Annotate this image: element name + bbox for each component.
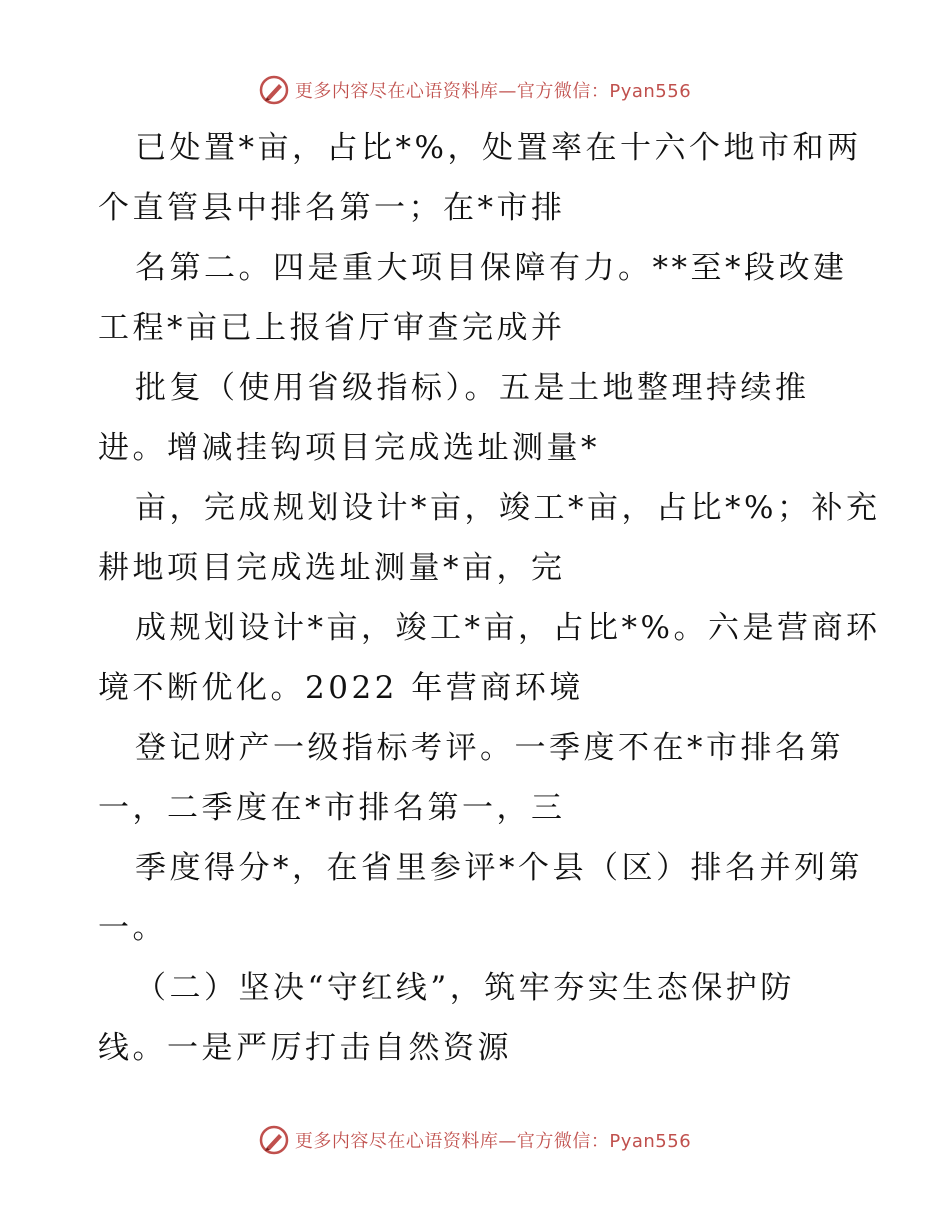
text-line: 线。一是严厉打击自然资源 (98, 1030, 512, 1066)
text-line: 进。增减挂钩项目完成选址测量* (98, 430, 600, 466)
watermark-contact-text: 官方微信：Pyan556 (516, 1131, 692, 1152)
text-line: 已处置*亩，占比*%，处置率在十六个地市和两 (135, 130, 862, 166)
pen-logo-icon (259, 75, 289, 105)
watermark-main-text: 更多内容尽在心语资料库— (294, 1131, 517, 1152)
text-line: 个直管县中排名第一；在*市排 (98, 190, 566, 226)
text-line: 耕地项目完成选址测量*亩，完 (98, 550, 566, 586)
text-line: 登记财产一级指标考评。一季度不在*市排名第 (135, 730, 844, 766)
text-line: 批复（使用省级指标）。五是土地整理持续推 (135, 370, 810, 406)
text-line: 亩，完成规划设计*亩，竣工*亩，占比*%；补充 (135, 490, 881, 526)
text-line: 成规划设计*亩，竣工*亩，占比*%。六是营商环 (135, 610, 881, 646)
text-line: 工程*亩已上报省厅审查完成并 (98, 310, 566, 346)
text-line: 名第二。四是重大项目保障有力。**至*段改建 (135, 250, 848, 286)
text-line: （二）坚决“守红线”，筑牢夯实生态保护防 (135, 970, 795, 1006)
text-line: 一，二季度在*市排名第一，三 (98, 790, 566, 826)
watermark-main-text: 更多内容尽在心语资料库— (294, 81, 517, 102)
watermark-text (295, 1127, 691, 1153)
text-line: 境不断优化。2022 年营商环境 (98, 670, 584, 706)
watermark-contact-text: 官方微信：Pyan556 (516, 81, 692, 102)
watermark-header (0, 70, 950, 110)
text-line: 一。 (98, 910, 167, 946)
watermark-footer (0, 1120, 950, 1160)
watermark-text (295, 77, 691, 103)
pen-logo-icon (259, 1125, 289, 1155)
text-line: 季度得分*，在省里参评*个县（区）排名并列第 (135, 850, 863, 886)
